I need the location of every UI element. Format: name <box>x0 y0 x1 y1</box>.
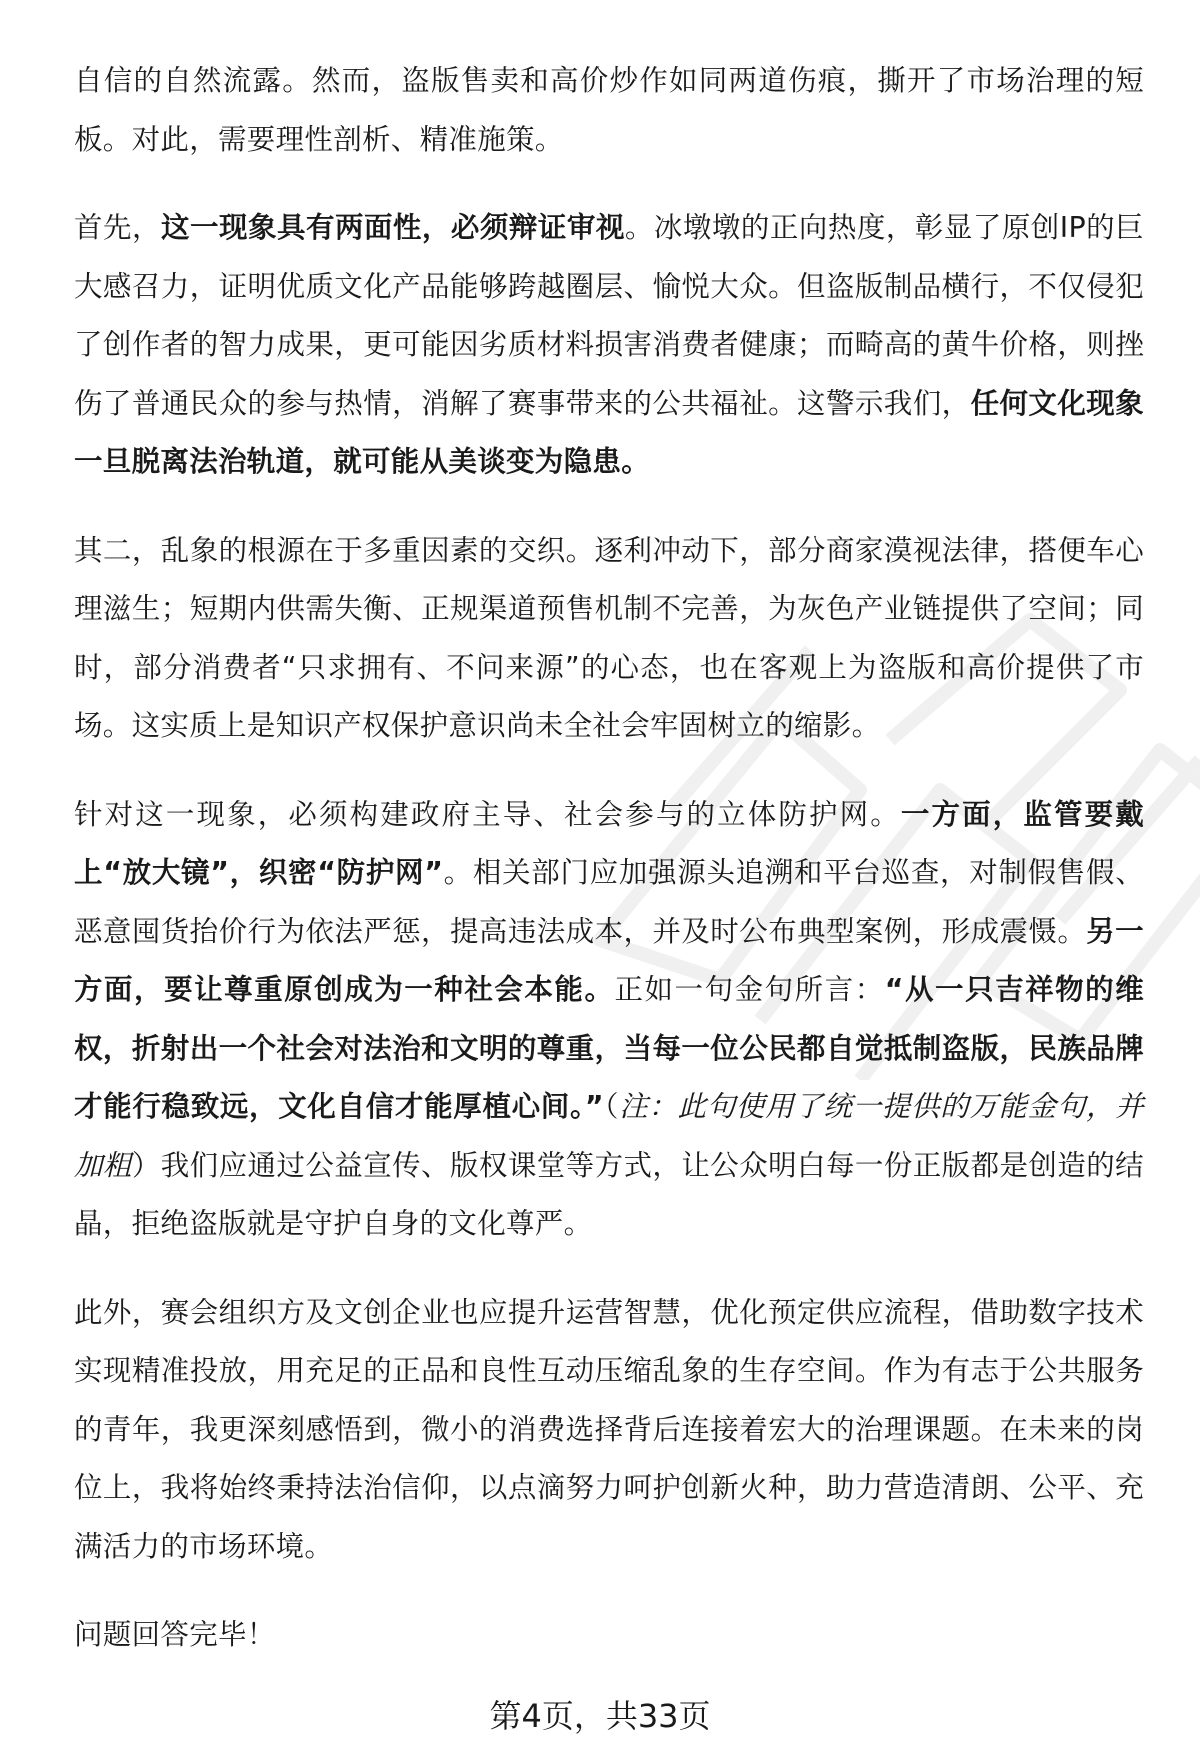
bold-text-run: 任何文化现象一旦脱离法治轨道，就可能从美谈变为隐患。 <box>74 386 1144 478</box>
bold-text-run: 这一现象具有两面性，必须辩证审视 <box>160 211 625 244</box>
paragraph-intro-continued <box>74 52 1144 169</box>
text-run: 其二，乱象的根源在于多重因素的交织。逐利冲动下，部分商家漠视法律，搭便车心理滋生；短期内供需失衡、正规渠道预售机制不完善，为灰色产业链提供了空间；同时，部分消费者“只求拥有、不问来源”的心态，也在客观上为盗版和高价提供了市场。这实质上是知识产权保护意识尚未全社会牢固树立的缩影。 <box>74 533 1144 742</box>
paragraph-first-point <box>74 199 1144 492</box>
text-run: ）我们应通过公益宣传、版权课堂等方式，让公众明白每一份正版都是创造的结晶，拒绝盗版就是守护自身的文化尊严。 <box>74 1148 1144 1240</box>
text-run: （ <box>603 1090 620 1123</box>
closing-statement: 问题回答完毕！ <box>74 1618 276 1651</box>
bold-text-run: “从一只吉祥物的维权，折射出一个社会对法治和文明的尊重，当每一位公民都自觉抵制盗版，民族品牌才能行稳致远，文化自信才能厚植心间。” <box>74 973 1144 1123</box>
paragraph-second-point <box>74 522 1144 756</box>
page-number-footer: 第4页，共33页 <box>489 1697 711 1735</box>
text-run: 此外，赛会组织方及文创企业也应提升运营智慧，优化预定供应流程，借助数字技术实现精准投放，用充足的正品和良性互动压缩乱象的生存空间。作为有志于公共服务的青年，我更深刻感悟到，微小的消费选择背后连接着宏大的治理课题。在未来的岗位上，我将始终秉持法治信仰，以点滴努力呵护创新火种，助力营造清朗、公平、充满活力的市场环境。 <box>74 1295 1144 1563</box>
text-run: 自信的自然流露。然而，盗版售卖和高价炒作如同两道伤痕，撕开了市场治理的短板。对此，需要理性剖析、精准施策。 <box>74 64 1144 156</box>
italic-note-run: 注：此句使用了统一提供的万能金句，并加粗 <box>74 1090 1144 1182</box>
text-run: 正如一句金句所言： <box>614 973 885 1006</box>
paragraph-countermeasures <box>74 786 1144 1254</box>
bold-text-run: 另一方面，要让尊重原创成为一种社会本能。 <box>74 914 1144 1006</box>
text-run: 。冰墩墩的正向热度，彰显了原创IP的巨大感召力，证明优质文化产品能够跨越圈层、愉悦大众。但盗版制品横行，不仅侵犯了创作者的智力成果，更可能因劣质材料损害消费者健康；而畸高的黄牛价格，则挫伤了普通民众的参与热情，消解了赛事带来的公共福祉。这警示我们， <box>74 211 1144 420</box>
paragraph-additional <box>74 1284 1144 1577</box>
text-run: 。相关部门应加强源头追溯和平台巡查，对制假售假、恶意囤货抬价行为依法严惩，提高违法成本，并及时公布典型案例，形成震慑。 <box>74 856 1144 948</box>
bold-text-run: 一方面，监管要戴上“放大镜”，织密“防护网” <box>74 797 1144 889</box>
text-run: 首先， <box>74 211 161 244</box>
document-body <box>74 52 1144 1665</box>
text-run: 针对这一现象，必须构建政府主导、社会参与的立体防护网。 <box>74 797 901 831</box>
